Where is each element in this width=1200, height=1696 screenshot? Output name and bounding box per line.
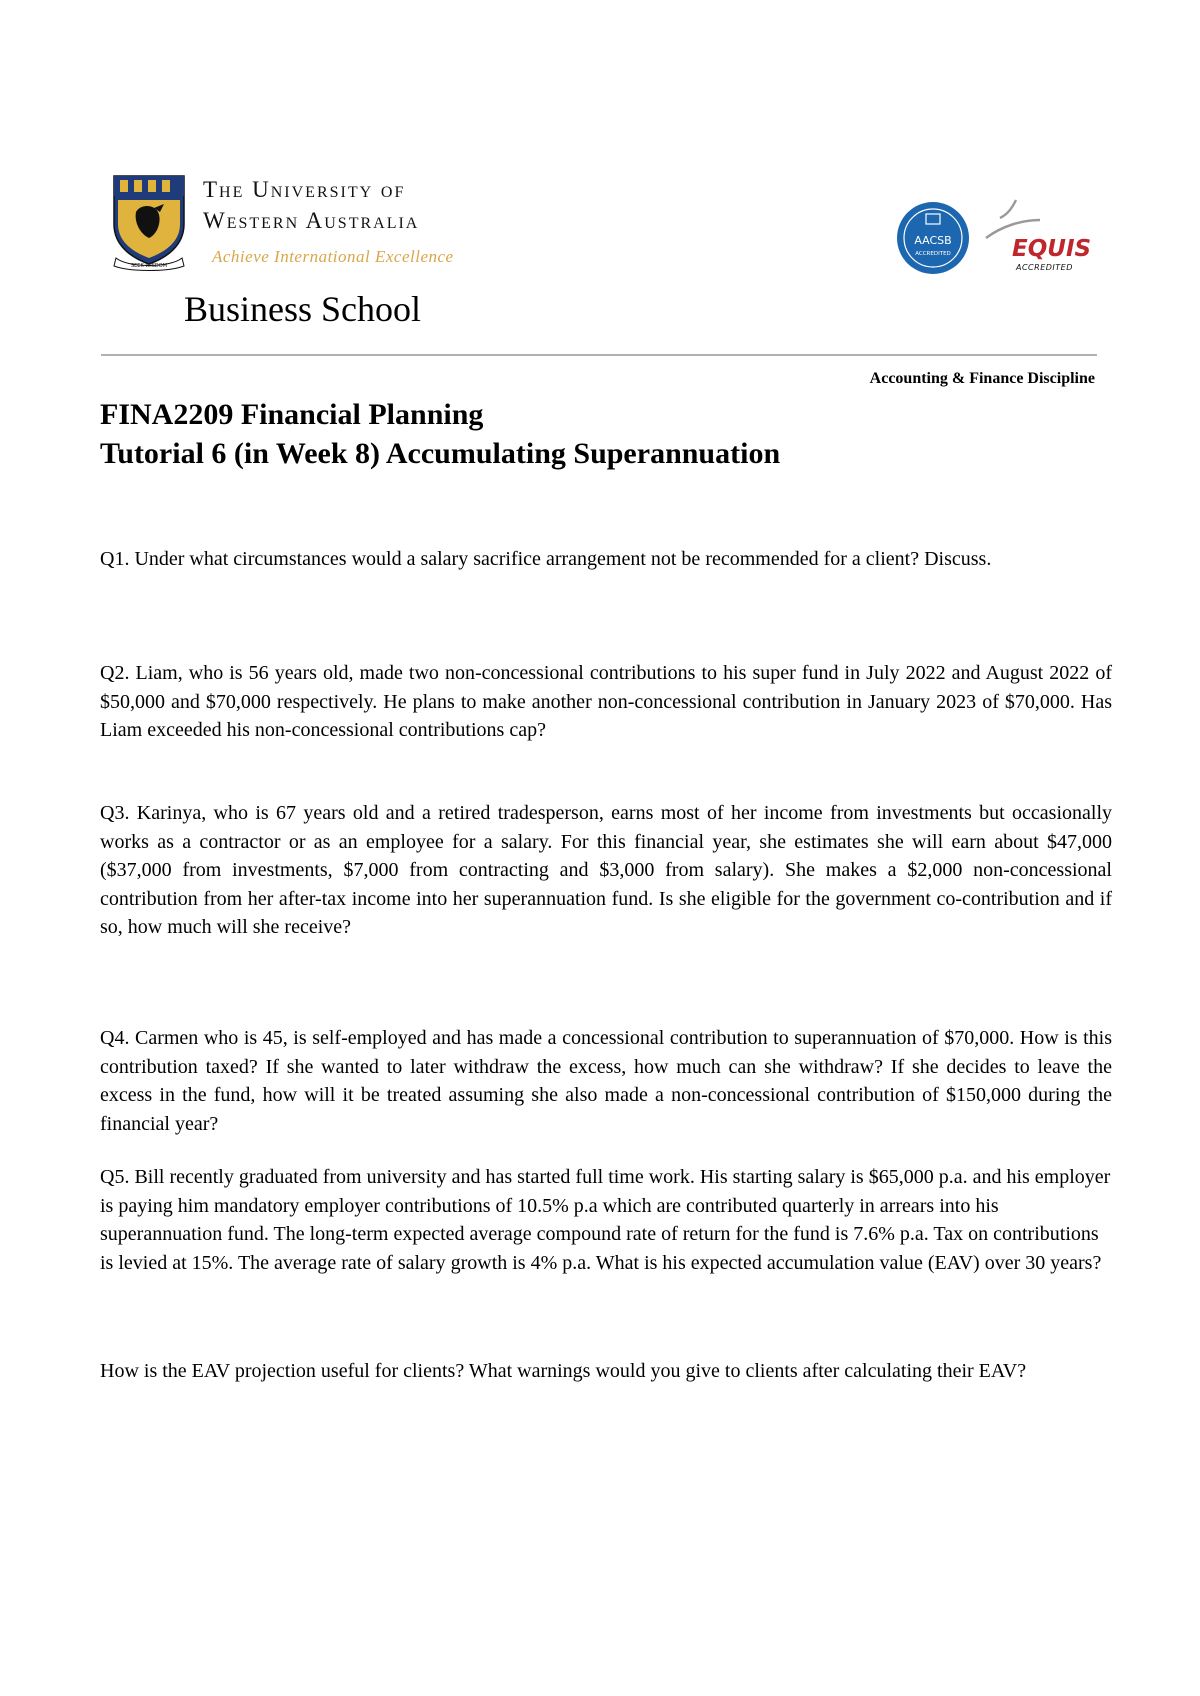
- course-title: FINA2209 Financial Planning: [100, 398, 484, 431]
- question-5: Q5. Bill recently graduated from university and has started full time work. His starting salary is $65,000 p.a. and his employer is paying him mandatory employer contributions of 10.5% p.a which are contributed quarterly in arrears into his superannuation fund. The long-term expected average compound rate of return for the fund is 7.6% p.a. Tax on contributions is levied at 15%. The average rate of salary growth is 4% p.a. What is his expected accumulation value (EAV) over 30 years?: [100, 1166, 1111, 1274]
- university-motto: Achieve International Excellence: [212, 247, 454, 266]
- document-title: [100, 395, 780, 473]
- crest-motto-text: SEEK WISDOM: [130, 263, 168, 269]
- question-2: Q2. Liam, who is 56 years old, made two non-concessional contributions to his super fund in July 2022 and August 2022 of $50,000 and $70,000 respectively. He plans to make another non-concessional contribution in January 2023 of $70,000. Has Liam exceeded his non-concessional contributions cap?: [100, 662, 1112, 741]
- aacsb-accreditation-logo: [895, 200, 971, 276]
- university-name: [203, 174, 419, 236]
- equis-sublabel: ACCREDITED: [1016, 263, 1073, 272]
- equis-accreditation-logo: [982, 198, 1092, 278]
- question-4: Q4. Carmen who is 45, is self-employed and has made a concessional contribution to superannuation of $70,000. How is this contribution taxed? If she wanted to later withdraw the excess, how much can she withdraw? If she decides to leave the excess in the fund, how will it be treated assuming she also made a non-concessional contribution of $150,000 during the financial year?: [100, 1027, 1112, 1135]
- question-3: Q3. Karinya, who is 67 years old and a retired tradesperson, earns most of her income from investments but occasionally works as a contractor or as an employee for a salary. For this financial year, she estimates she will earn about $47,000 ($37,000 from investments, $7,000 from contracting and $3,000 from salary). She makes a $2,000 non-concessional contribution from her after-tax income into her superannuation fund. Is she eligible for the government co-contribution and if so, how much will she receive?: [100, 802, 1112, 938]
- header-divider: [101, 354, 1097, 356]
- question-5-followup: How is the EAV projection useful for clients? What warnings would you give to clients after calculating their EAV?: [100, 1360, 1027, 1382]
- university-name-line1: The University of: [203, 177, 406, 202]
- business-school-heading: Business School: [184, 289, 422, 329]
- tutorial-title: Tutorial 6 (in Week 8) Accumulating Superannuation: [100, 437, 781, 470]
- university-name-line2: Western Australia: [203, 208, 420, 233]
- question-1: Q1. Under what circumstances would a salary sacrifice arrangement not be recommended for a client? Discuss.: [100, 548, 992, 570]
- equis-label: EQUIS: [1012, 236, 1092, 262]
- discipline-label: Accounting & Finance Discipline: [869, 370, 1095, 387]
- aacsb-sublabel: ACCREDITED: [915, 251, 951, 257]
- aacsb-label: AACSB: [914, 234, 952, 247]
- uwa-crest-logo: [110, 172, 188, 272]
